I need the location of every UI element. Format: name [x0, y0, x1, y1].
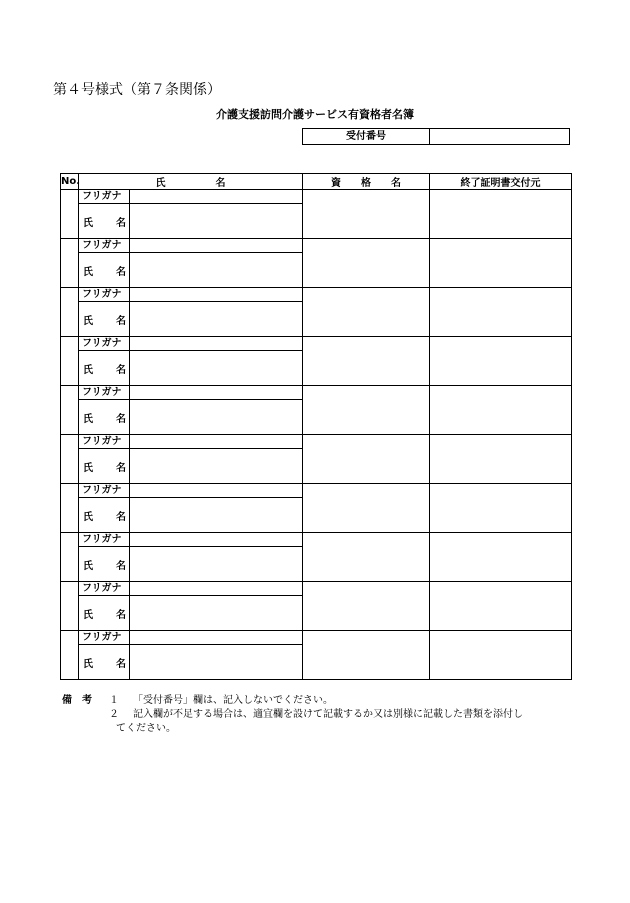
certificate-issuer-field[interactable] [430, 631, 572, 680]
table-row [61, 435, 572, 449]
name-field[interactable] [130, 449, 303, 484]
name-label [79, 302, 130, 337]
name-label [79, 204, 130, 239]
qualification-field[interactable] [303, 631, 430, 680]
name-label-part: 名 [116, 560, 126, 572]
certificate-issuer-field[interactable] [430, 582, 572, 631]
furigana-label: フリガナ [79, 435, 130, 449]
name-field[interactable] [130, 204, 303, 239]
name-field[interactable] [130, 645, 303, 680]
table-row [61, 533, 572, 547]
name-label-part: 名 [116, 462, 126, 474]
form-number: 第４号様式（第７条関係） [53, 82, 221, 98]
name-label-part: 氏 [83, 217, 93, 229]
furigana-field[interactable] [130, 435, 303, 449]
table-row [61, 288, 572, 302]
row-number-cell[interactable] [61, 288, 79, 337]
furigana-label: フリガナ [79, 239, 130, 253]
name-label-part: 名 [116, 217, 126, 229]
table-row [61, 337, 572, 351]
name-label-part: 名 [116, 266, 126, 278]
furigana-field[interactable] [130, 337, 303, 351]
header-name: 氏 名 [79, 174, 303, 190]
header-certificate-issuer: 終了証明書交付元 [430, 174, 572, 190]
table-row [61, 484, 572, 498]
qualification-field[interactable] [303, 288, 430, 337]
note-number: １ [109, 695, 119, 706]
name-field[interactable] [130, 302, 303, 337]
qualification-field[interactable] [303, 239, 430, 288]
furigana-field[interactable] [130, 533, 303, 547]
name-label [79, 498, 130, 533]
note-text-continuation: てください。 [116, 723, 176, 734]
name-label [79, 253, 130, 288]
furigana-label: フリガナ [79, 386, 130, 400]
receipt-number-field[interactable] [430, 129, 569, 144]
name-field[interactable] [130, 351, 303, 386]
row-number-cell[interactable] [61, 582, 79, 631]
certificate-issuer-field[interactable] [430, 190, 572, 239]
name-field[interactable] [130, 596, 303, 631]
furigana-field[interactable] [130, 484, 303, 498]
name-label-part: 名 [116, 413, 126, 425]
furigana-label: フリガナ [79, 582, 130, 596]
furigana-field[interactable] [130, 631, 303, 645]
qualification-field[interactable] [303, 337, 430, 386]
certificate-issuer-field[interactable] [430, 288, 572, 337]
name-field[interactable] [130, 498, 303, 533]
certificate-issuer-field[interactable] [430, 533, 572, 582]
name-label-part: 名 [116, 511, 126, 523]
row-number-cell[interactable] [61, 386, 79, 435]
table-row [61, 582, 572, 596]
row-number-cell[interactable] [61, 533, 79, 582]
qualification-field[interactable] [303, 435, 430, 484]
header-qualification: 資 格 名 [303, 174, 430, 190]
name-field[interactable] [130, 547, 303, 582]
furigana-field[interactable] [130, 239, 303, 253]
furigana-field[interactable] [130, 582, 303, 596]
name-field[interactable] [130, 400, 303, 435]
qualified-staff-table [60, 173, 572, 680]
row-number-cell[interactable] [61, 239, 79, 288]
name-label-part: 氏 [83, 315, 93, 327]
notes [62, 694, 573, 736]
name-label [79, 547, 130, 582]
name-label [79, 351, 130, 386]
certificate-issuer-field[interactable] [430, 435, 572, 484]
certificate-issuer-field[interactable] [430, 386, 572, 435]
document-title: 介護支援訪問介護サービス有資格者名簿 [216, 108, 414, 121]
table-row [61, 386, 572, 400]
furigana-field[interactable] [130, 386, 303, 400]
qualification-field[interactable] [303, 386, 430, 435]
receipt-number-label: 受付番号 [303, 129, 430, 144]
row-number-cell[interactable] [61, 435, 79, 484]
table-row [61, 239, 572, 253]
name-label [79, 449, 130, 484]
name-label [79, 645, 130, 680]
furigana-label: フリガナ [79, 631, 130, 645]
furigana-field[interactable] [130, 288, 303, 302]
note-number: ２ [109, 709, 119, 720]
header-no: No. [61, 174, 79, 190]
certificate-issuer-field[interactable] [430, 484, 572, 533]
qualification-field[interactable] [303, 582, 430, 631]
table-row [61, 190, 572, 204]
furigana-label: フリガナ [79, 337, 130, 351]
note-text: 「受付番号」欄は、記入しないでください。 [133, 695, 333, 706]
furigana-label: フリガナ [79, 288, 130, 302]
table-header-row [61, 174, 572, 190]
name-label-part: 氏 [83, 609, 93, 621]
name-label [79, 400, 130, 435]
name-label-part: 名 [116, 658, 126, 670]
name-label-part: 氏 [83, 364, 93, 376]
name-label-part: 氏 [83, 266, 93, 278]
name-label-part: 名 [116, 315, 126, 327]
row-number-cell[interactable] [61, 337, 79, 386]
notes-label: 備 考 [62, 695, 92, 706]
name-label-part: 氏 [83, 511, 93, 523]
row-number-cell[interactable] [61, 631, 79, 680]
row-number-cell[interactable] [61, 190, 79, 239]
certificate-issuer-field[interactable] [430, 337, 572, 386]
name-label-part: 氏 [83, 560, 93, 572]
name-field[interactable] [130, 253, 303, 288]
furigana-label: フリガナ [79, 190, 130, 204]
furigana-field[interactable] [130, 190, 303, 204]
note-text: 記入欄が不足する場合は、適宜欄を設けて記載するか又は別様に記載した書類を添付し [133, 709, 523, 720]
furigana-label: フリガナ [79, 533, 130, 547]
name-label-part: 名 [116, 364, 126, 376]
name-label-part: 氏 [83, 462, 93, 474]
name-label-part: 氏 [83, 658, 93, 670]
name-label-part: 氏 [83, 413, 93, 425]
name-label [79, 596, 130, 631]
qualification-field[interactable] [303, 484, 430, 533]
receipt-number-box [302, 128, 570, 145]
name-label-part: 名 [116, 609, 126, 621]
furigana-label: フリガナ [79, 484, 130, 498]
certificate-issuer-field[interactable] [430, 239, 572, 288]
qualification-field[interactable] [303, 190, 430, 239]
table-row [61, 631, 572, 645]
qualification-field[interactable] [303, 533, 430, 582]
row-number-cell[interactable] [61, 484, 79, 533]
